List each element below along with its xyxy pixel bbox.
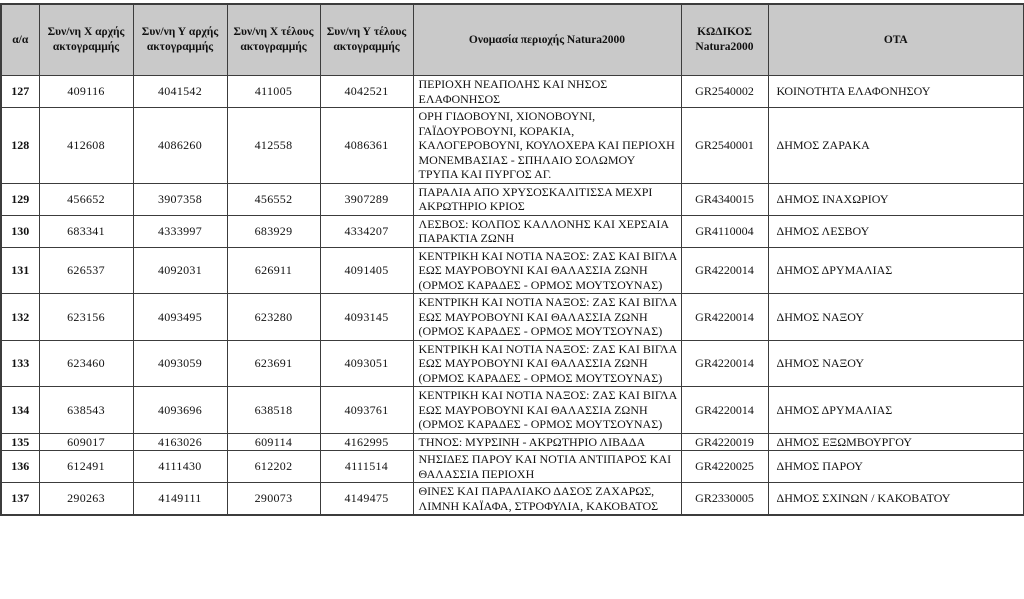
ota-cell: ΔΗΜΟΣ ΕΞΩΜΒΟΥΡΓΟΥ <box>768 433 1024 451</box>
x-end-cell: 623691 <box>227 340 320 387</box>
table-row <box>1 247 1024 294</box>
area-name-cell: ΛΕΣΒΟΣ: ΚΟΛΠΟΣ ΚΑΛΛΟΝΗΣ ΚΑΙ ΧΕΡΣΑΙΑ ΠΑΡΑΚΤΙΑ ΖΩΝΗ <box>413 215 681 247</box>
row-number-cell: 132 <box>1 294 39 341</box>
table-row <box>1 183 1024 215</box>
y-start-cell: 4111430 <box>133 451 227 483</box>
header-row <box>1 4 1024 76</box>
area-name-cell: ΚΕΝΤΡΙΚΗ ΚΑΙ ΝΟΤΙΑ ΝΑΞΟΣ: ΖΑΣ ΚΑΙ ΒΙΓΛΑ ΕΩΣ ΜΑΥΡΟΒΟΥΝΙ ΚΑΙ ΘΑΛΑΣΣΙΑ ΖΩΝΗ (ΟΡΜΟΣ ΚΑΡΑΔΕΣ - ΟΡΜΟΣ ΜΟΥΤΣΟΥΝΑΣ) <box>413 294 681 341</box>
y-end-cell: 4093145 <box>320 294 413 341</box>
area-name-cell: ΠΕΡΙΟΧΗ ΝΕΑΠΟΛΗΣ ΚΑΙ ΝΗΣΟΣ ΕΛΑΦΟΝΗΣΟΣ <box>413 76 681 108</box>
y-start-cell: 3907358 <box>133 183 227 215</box>
area-name-cell: ΚΕΝΤΡΙΚΗ ΚΑΙ ΝΟΤΙΑ ΝΑΞΟΣ: ΖΑΣ ΚΑΙ ΒΙΓΛΑ ΕΩΣ ΜΑΥΡΟΒΟΥΝΙ ΚΑΙ ΘΑΛΑΣΣΙΑ ΖΩΝΗ (ΟΡΜΟΣ ΚΑΡΑΔΕΣ - ΟΡΜΟΣ ΜΟΥΤΣΟΥΝΑΣ) <box>413 340 681 387</box>
row-number-cell: 131 <box>1 247 39 294</box>
x-start-cell: 612491 <box>39 451 133 483</box>
x-end-cell: 612202 <box>227 451 320 483</box>
y-end-cell: 4086361 <box>320 108 413 184</box>
ota-cell: ΔΗΜΟΣ ΖΑΡΑΚΑ <box>768 108 1024 184</box>
area-name-cell: ΚΕΝΤΡΙΚΗ ΚΑΙ ΝΟΤΙΑ ΝΑΞΟΣ: ΖΑΣ ΚΑΙ ΒΙΓΛΑ ΕΩΣ ΜΑΥΡΟΒΟΥΝΙ ΚΑΙ ΘΑΛΑΣΣΙΑ ΖΩΝΗ (ΟΡΜΟΣ ΚΑΡΑΔΕΣ - ΟΡΜΟΣ ΜΟΥΤΣΟΥΝΑΣ) <box>413 387 681 434</box>
x-start-cell: 412608 <box>39 108 133 184</box>
natura-code-cell: GR4220025 <box>681 451 768 483</box>
header-area-name: Ονομασία περιοχής Natura2000 <box>413 4 681 76</box>
header-x-end: Συν/νη Χ τέλους ακτογραμμής <box>227 4 320 76</box>
table-row <box>1 451 1024 483</box>
y-start-cell: 4093696 <box>133 387 227 434</box>
table-row <box>1 433 1024 451</box>
ota-cell: ΔΗΜΟΣ ΠΑΡΟΥ <box>768 451 1024 483</box>
row-number-cell: 133 <box>1 340 39 387</box>
natura-code-cell: GR2540002 <box>681 76 768 108</box>
y-start-cell: 4092031 <box>133 247 227 294</box>
y-end-cell: 4091405 <box>320 247 413 294</box>
y-start-cell: 4093059 <box>133 340 227 387</box>
ota-cell: ΔΗΜΟΣ ΛΕΣΒΟΥ <box>768 215 1024 247</box>
table-row <box>1 76 1024 108</box>
row-number-cell: 137 <box>1 483 39 516</box>
table-header <box>1 4 1024 76</box>
natura-code-cell: GR4220014 <box>681 247 768 294</box>
x-start-cell: 626537 <box>39 247 133 294</box>
area-name-cell: ΤΗΝΟΣ: ΜΥΡΣΙΝΗ - ΑΚΡΩΤΗΡΙΟ ΛΙΒΑΔΑ <box>413 433 681 451</box>
row-number-cell: 134 <box>1 387 39 434</box>
table-row <box>1 483 1024 516</box>
row-number-cell: 130 <box>1 215 39 247</box>
header-ota: ΟΤΑ <box>768 4 1024 76</box>
natura-code-cell: GR2330005 <box>681 483 768 516</box>
row-number-cell: 127 <box>1 76 39 108</box>
area-name-cell: ΠΑΡΑΛΙΑ ΑΠΟ ΧΡΥΣΟΣΚΑΛΙΤΙΣΣΑ ΜΕΧΡΙ ΑΚΡΩΤΗΡΙΟ ΚΡΙΟΣ <box>413 183 681 215</box>
x-start-cell: 609017 <box>39 433 133 451</box>
x-start-cell: 683341 <box>39 215 133 247</box>
header-y-end: Συν/νη Υ τέλους ακτογραμμής <box>320 4 413 76</box>
natura2000-table <box>0 3 1024 516</box>
area-name-cell: ΘΙΝΕΣ ΚΑΙ ΠΑΡΑΛΙΑΚΟ ΔΑΣΟΣ ΖΑΧΑΡΩΣ, ΛΙΜΝΗ ΚΑΪΑΦΑ, ΣΤΡΟΦΥΛΙΑ, ΚΑΚΟΒΑΤΟΣ <box>413 483 681 516</box>
table-row <box>1 108 1024 184</box>
y-end-cell: 4093761 <box>320 387 413 434</box>
x-start-cell: 623460 <box>39 340 133 387</box>
header-x-start: Συν/νη Χ αρχής ακτογραμμής <box>39 4 133 76</box>
natura-code-cell: GR4220019 <box>681 433 768 451</box>
natura-code-cell: GR4110004 <box>681 215 768 247</box>
ota-cell: ΔΗΜΟΣ ΝΑΞΟΥ <box>768 340 1024 387</box>
natura-code-cell: GR4220014 <box>681 340 768 387</box>
x-start-cell: 638543 <box>39 387 133 434</box>
x-end-cell: 626911 <box>227 247 320 294</box>
row-number-cell: 135 <box>1 433 39 451</box>
natura-code-cell: GR4220014 <box>681 387 768 434</box>
row-number-cell: 136 <box>1 451 39 483</box>
table-body <box>1 76 1024 516</box>
row-number-cell: 129 <box>1 183 39 215</box>
table-row <box>1 340 1024 387</box>
ota-cell: ΔΗΜΟΣ ΔΡΥΜΑΛΙΑΣ <box>768 247 1024 294</box>
y-end-cell: 4162995 <box>320 433 413 451</box>
x-end-cell: 412558 <box>227 108 320 184</box>
x-start-cell: 290263 <box>39 483 133 516</box>
x-end-cell: 609114 <box>227 433 320 451</box>
natura-code-cell: GR4220014 <box>681 294 768 341</box>
y-start-cell: 4041542 <box>133 76 227 108</box>
x-end-cell: 290073 <box>227 483 320 516</box>
y-end-cell: 4334207 <box>320 215 413 247</box>
header-code: ΚΩΔΙΚΟΣ Natura2000 <box>681 4 768 76</box>
x-end-cell: 623280 <box>227 294 320 341</box>
y-end-cell: 4111514 <box>320 451 413 483</box>
x-end-cell: 638518 <box>227 387 320 434</box>
natura-code-cell: GR4340015 <box>681 183 768 215</box>
header-y-start: Συν/νη Υ αρχής ακτογραμμής <box>133 4 227 76</box>
natura-code-cell: GR2540001 <box>681 108 768 184</box>
y-start-cell: 4333997 <box>133 215 227 247</box>
y-end-cell: 4042521 <box>320 76 413 108</box>
table-row <box>1 215 1024 247</box>
x-end-cell: 683929 <box>227 215 320 247</box>
x-end-cell: 456552 <box>227 183 320 215</box>
x-start-cell: 409116 <box>39 76 133 108</box>
x-end-cell: 411005 <box>227 76 320 108</box>
ota-cell: ΔΗΜΟΣ ΣΧΙΝΩΝ / ΚΑΚΟΒΑΤΟΥ <box>768 483 1024 516</box>
y-start-cell: 4093495 <box>133 294 227 341</box>
area-name-cell: ΝΗΣΙΔΕΣ ΠΑΡΟΥ ΚΑΙ ΝΟΤΙΑ ΑΝΤΙΠΑΡΟΣ ΚΑΙ ΘΑΛΑΣΣΙΑ ΠΕΡΙΟΧΗ <box>413 451 681 483</box>
table-row <box>1 387 1024 434</box>
y-start-cell: 4086260 <box>133 108 227 184</box>
area-name-cell: ΟΡΗ ΓΙΔΟΒΟΥΝΙ, ΧΙΟΝΟΒΟΥΝΙ, ΓΑΪΔΟΥΡΟΒΟΥΝΙ, ΚΟΡΑΚΙΑ, ΚΑΛΟΓΕΡΟΒΟΥΝΙ, ΚΟΥΛΟΧΕΡΑ ΚΑΙ ΠΕΡΙΟΧΗ ΜΟΝΕΜΒΑΣΙΑΣ - ΣΠΗΛΑΙΟ ΣΟΛΩΜΟΥ ΤΡΥΠΑ ΚΑΙ ΠΥΡΓΟΣ ΑΓ. <box>413 108 681 184</box>
area-name-cell: ΚΕΝΤΡΙΚΗ ΚΑΙ ΝΟΤΙΑ ΝΑΞΟΣ: ΖΑΣ ΚΑΙ ΒΙΓΛΑ ΕΩΣ ΜΑΥΡΟΒΟΥΝΙ ΚΑΙ ΘΑΛΑΣΣΙΑ ΖΩΝΗ (ΟΡΜΟΣ ΚΑΡΑΔΕΣ - ΟΡΜΟΣ ΜΟΥΤΣΟΥΝΑΣ) <box>413 247 681 294</box>
y-end-cell: 3907289 <box>320 183 413 215</box>
ota-cell: ΔΗΜΟΣ ΔΡΥΜΑΛΙΑΣ <box>768 387 1024 434</box>
y-end-cell: 4093051 <box>320 340 413 387</box>
ota-cell: ΚΟΙΝΟΤΗΤΑ ΕΛΑΦΟΝΗΣΟΥ <box>768 76 1024 108</box>
ota-cell: ΔΗΜΟΣ ΝΑΞΟΥ <box>768 294 1024 341</box>
y-end-cell: 4149475 <box>320 483 413 516</box>
x-start-cell: 623156 <box>39 294 133 341</box>
table-row <box>1 294 1024 341</box>
y-start-cell: 4149111 <box>133 483 227 516</box>
y-start-cell: 4163026 <box>133 433 227 451</box>
row-number-cell: 128 <box>1 108 39 184</box>
x-start-cell: 456652 <box>39 183 133 215</box>
header-index: α/α <box>1 4 39 76</box>
ota-cell: ΔΗΜΟΣ ΙΝΑΧΩΡΙΟΥ <box>768 183 1024 215</box>
